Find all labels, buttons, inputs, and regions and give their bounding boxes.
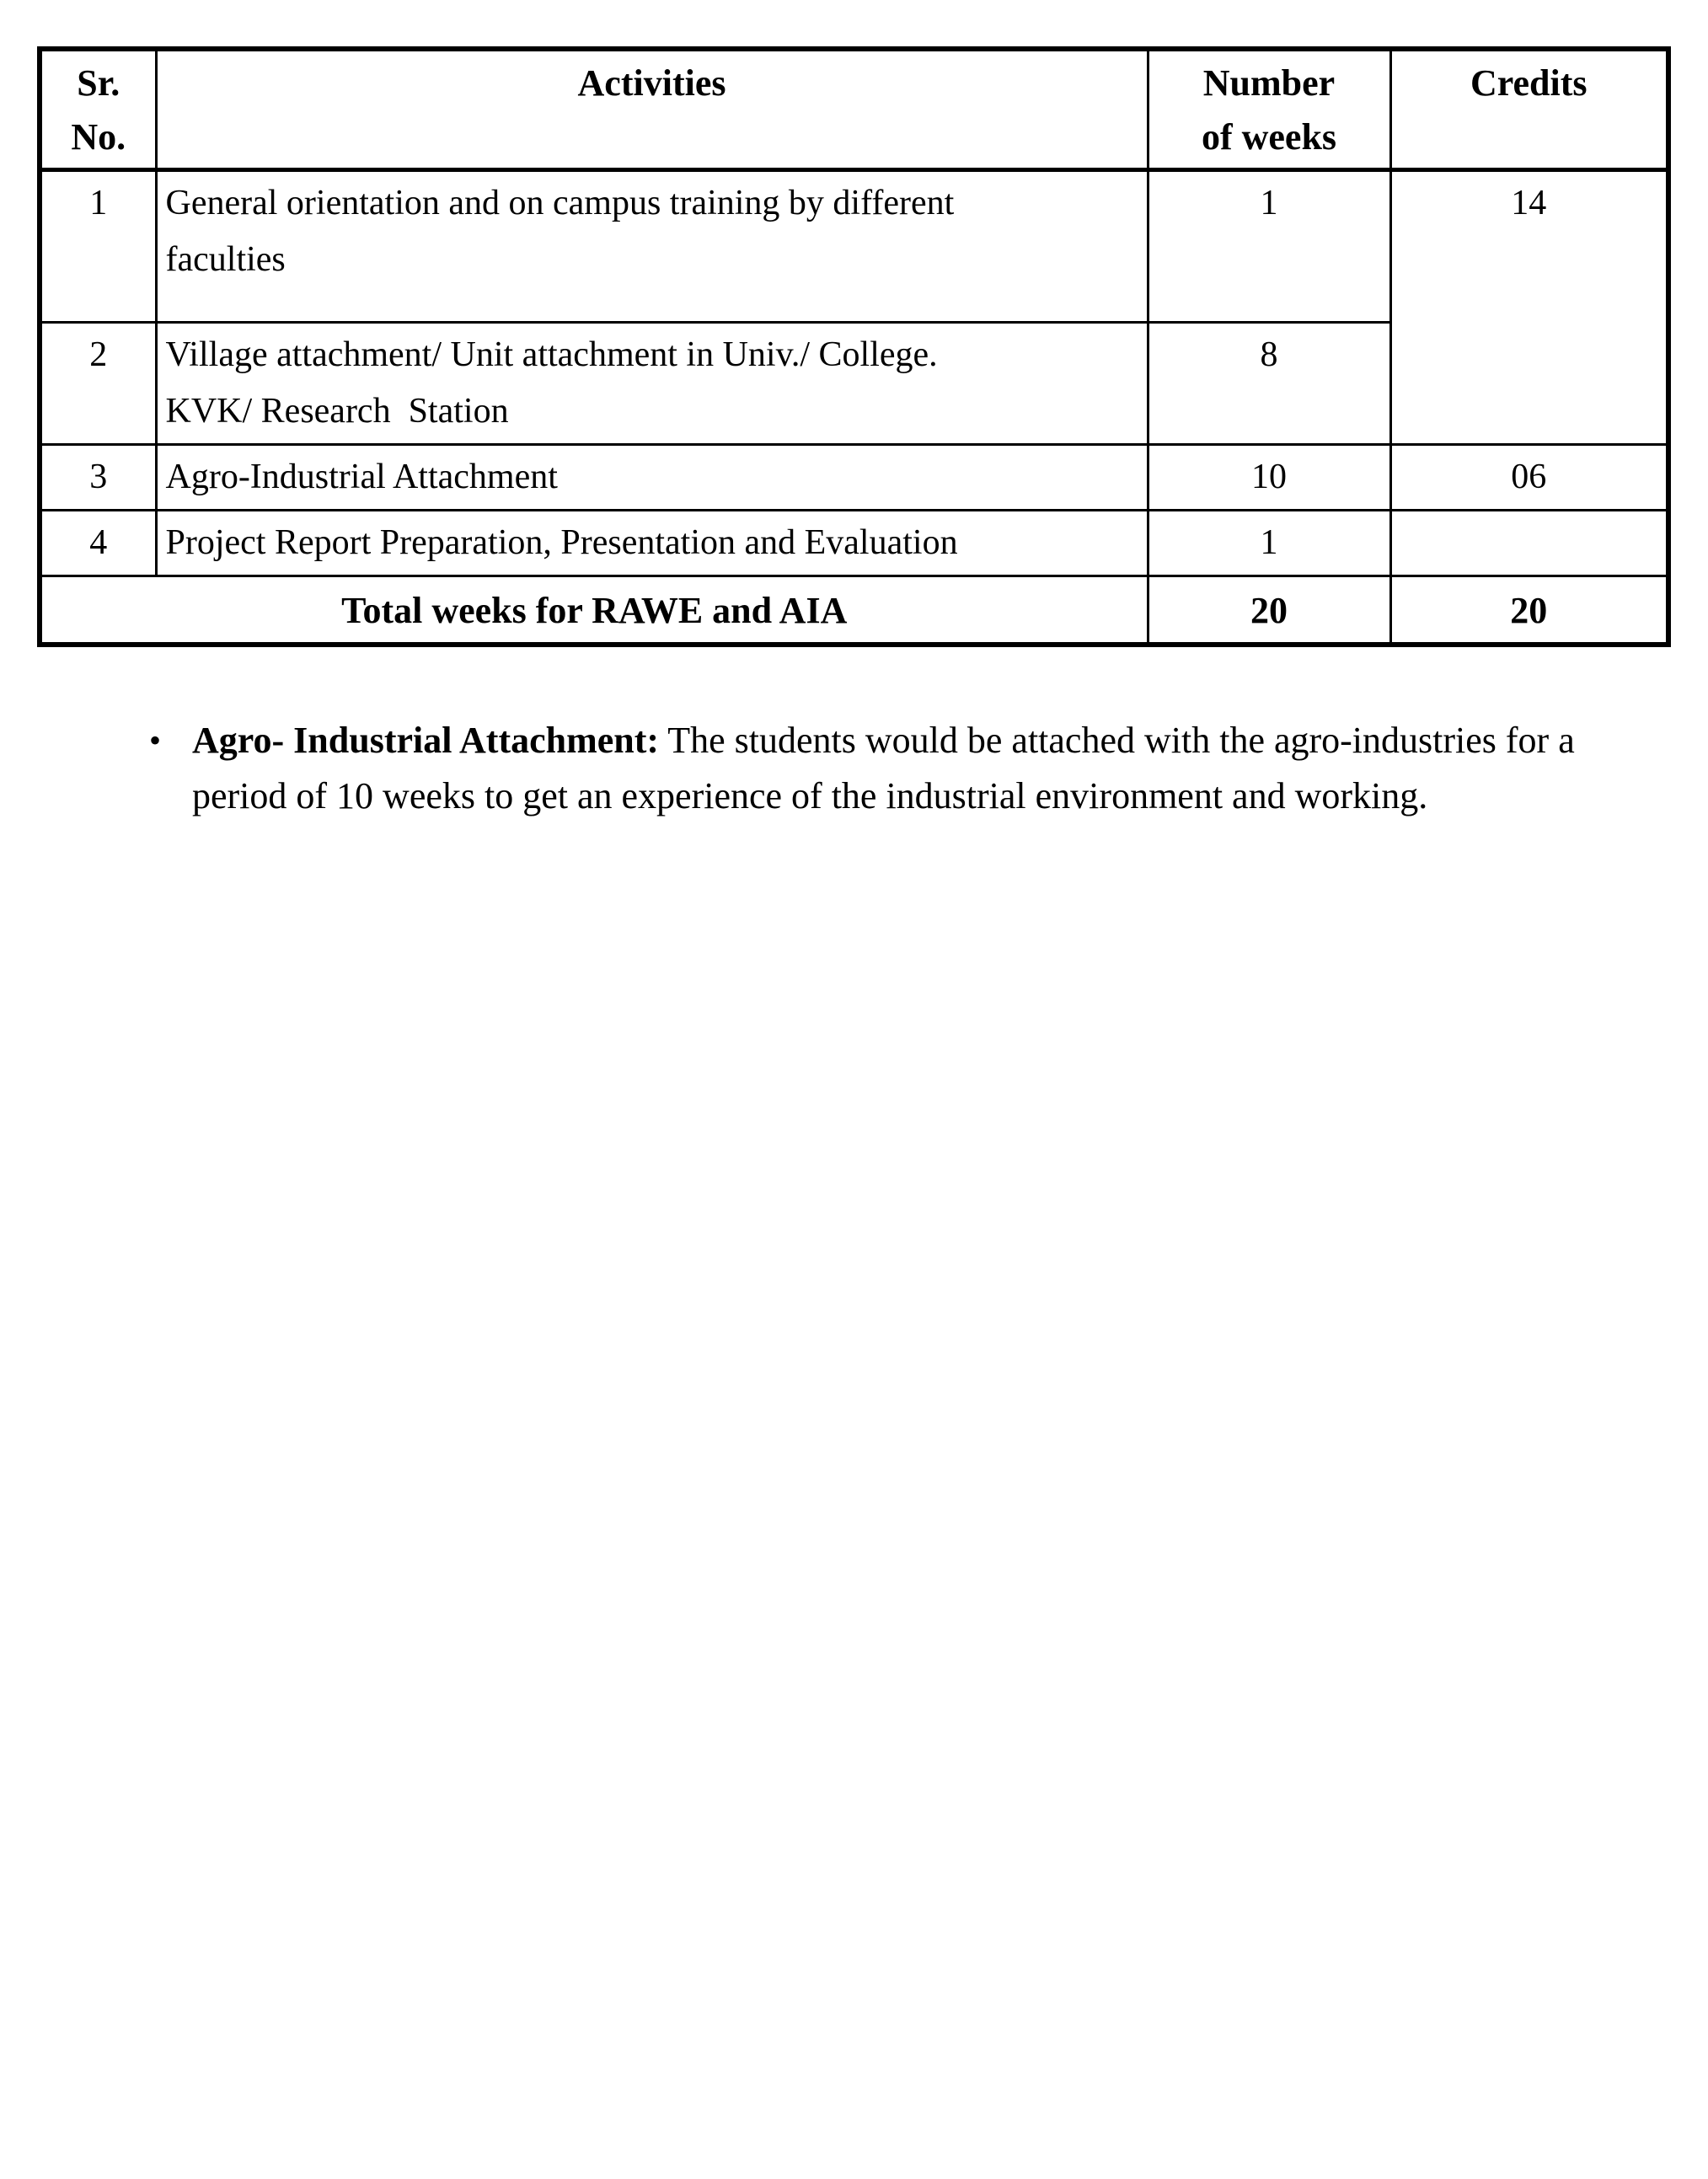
header-weeks-line1: Number <box>1202 62 1336 104</box>
table-total-row <box>40 576 1668 645</box>
row1-activity-line2: faculties <box>165 240 286 279</box>
total-credits-cell: 20 <box>1390 576 1668 645</box>
row4-weeks-cell: 1 <box>1148 511 1390 576</box>
header-sr-line1: Sr. <box>77 62 120 104</box>
total-label-cell: Total weeks for RAWE and AIA <box>40 576 1148 645</box>
row3-activity-cell <box>156 445 1148 511</box>
note-line1-rest: The students would be attached with the agro-industries for a <box>659 720 1575 761</box>
note-line2: period of 10 weeks to get an experience of the industrial environment and working. <box>192 775 1428 816</box>
row1-row2-credits-cell-merged: 14 <box>1390 170 1668 445</box>
header-cell-activities <box>156 49 1148 170</box>
note-text-block <box>192 713 1575 824</box>
row2-activity-cell <box>156 323 1148 445</box>
row2-weeks-cell: 8 <box>1148 323 1390 445</box>
row4-activity-cell <box>156 511 1148 576</box>
note-heading: Agro- Industrial Attachment: <box>192 720 660 761</box>
header-credits-label: Credits <box>1470 62 1588 104</box>
row3-activity-line1: Agro-Industrial Attachment <box>165 458 558 496</box>
header-activities-label: Activities <box>577 62 726 104</box>
row4-activity-line1: Project Report Preparation, Presentation and Evaluation <box>165 523 958 562</box>
header-cell-sr-no <box>40 49 156 170</box>
header-weeks-line2: of weeks <box>1201 116 1337 158</box>
note-line1 <box>192 713 1575 768</box>
row4-sr-cell: 4 <box>40 511 156 576</box>
table-row <box>40 445 1668 511</box>
table-row <box>40 511 1668 576</box>
row1-activity-cell <box>156 170 1148 323</box>
activities-table <box>37 46 1671 647</box>
row1-weeks-cell: 1 <box>1148 170 1390 323</box>
row1-sr-cell: 1 <box>40 170 156 323</box>
total-weeks-cell: 20 <box>1148 576 1390 645</box>
row1-activity-line1: General orientation and on campus training by different <box>165 184 955 222</box>
row4-credits-cell <box>1390 511 1668 576</box>
header-cell-weeks <box>1148 49 1390 170</box>
row3-sr-cell: 3 <box>40 445 156 511</box>
row3-weeks-cell: 10 <box>1148 445 1390 511</box>
row2-sr-cell: 2 <box>40 323 156 445</box>
header-cell-credits <box>1390 49 1668 170</box>
bullet-icon: • <box>149 721 162 759</box>
agro-industrial-note <box>149 713 1575 824</box>
row3-credits-cell: 06 <box>1390 445 1668 511</box>
row2-activity-line2: KVK/ Research Station <box>165 392 509 431</box>
table-header-row <box>40 49 1668 170</box>
table-row <box>40 170 1668 323</box>
header-sr-line2: No. <box>71 116 126 158</box>
row2-activity-line1: Village attachment/ Unit attachment in Univ./ College. <box>165 335 938 374</box>
